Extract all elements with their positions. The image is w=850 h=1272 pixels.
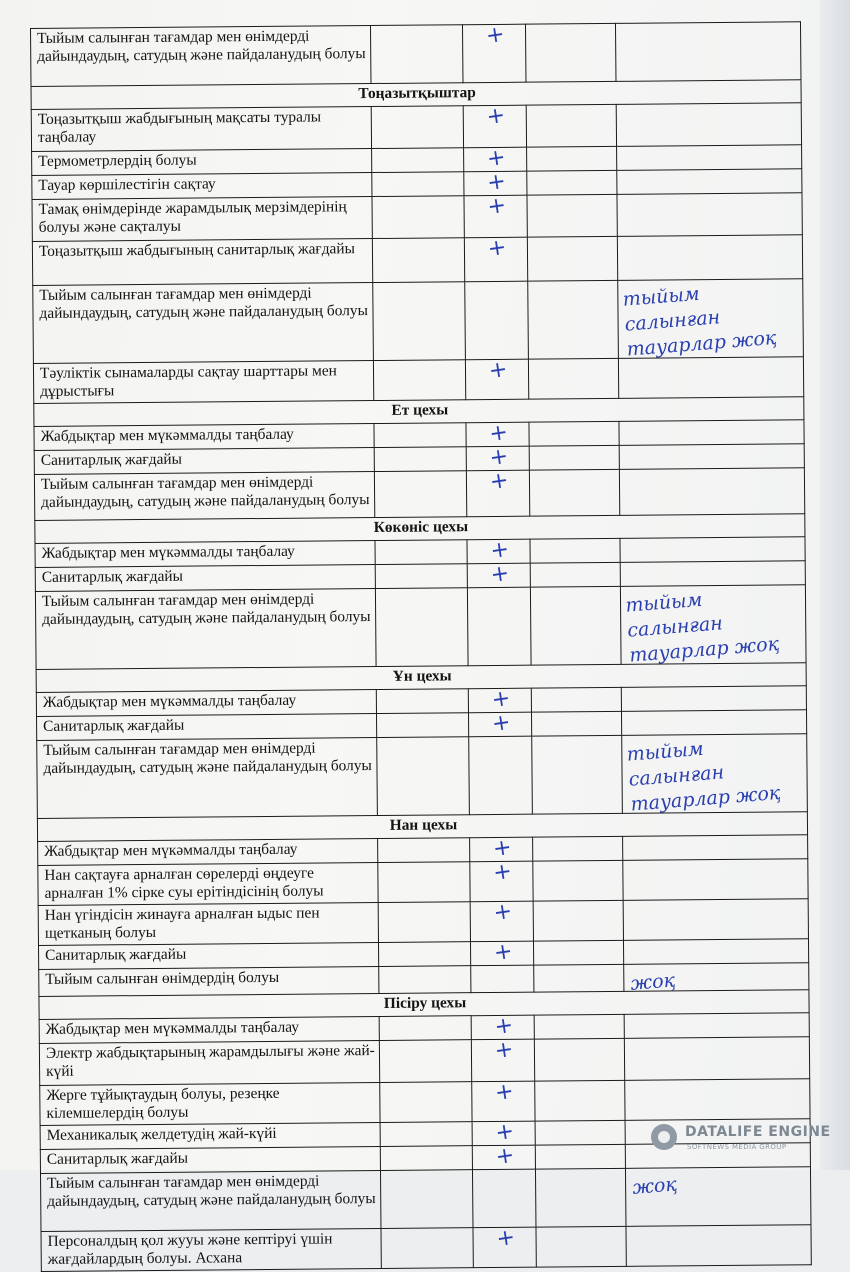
criterion-text: Тыйым салынған тағамдар мен өнімдерді дайындаудың, сатудың және пайдаланудың болуы [40,1170,380,1231]
handwritten-plus-mark: + [488,536,511,565]
criterion-text: Санитарлық жағдайы [39,942,379,969]
compliance-mark-cell [471,1012,534,1041]
handwritten-plus-mark: + [492,1036,515,1065]
checklist-row [39,1037,809,1086]
compliance-mark-cell [462,21,526,83]
compliance-mark-cell [470,834,533,863]
criterion-text: Тыйым салынған тағамдар мен өнімдерді дайындаудың, сатудың және пайдаланудың болуы [37,738,378,819]
handwritten-note-cell [620,585,806,665]
checklist-row [40,1079,810,1126]
section-title: Ұн цехы [36,663,806,693]
blank-cell [535,1168,626,1227]
blank-cell [526,104,616,147]
blank-cell [378,942,470,967]
compliance-mark-cell [472,1078,535,1122]
handwritten-plus-mark: + [491,898,514,927]
blank-cell [529,445,619,470]
criterion-text: Жабдықтар мен мүкәммалды таңбалау [35,541,375,568]
handwritten-plus-mark: + [485,144,508,173]
checklist-row [31,103,801,152]
criterion-text: Санитарлық жағдайы [34,448,374,475]
blank-cell [530,562,620,587]
checklist-row [40,1167,810,1232]
blank-cell [371,106,463,149]
blank-cell [380,1082,472,1123]
inspection-checklist-table [30,21,812,1272]
checklist-row [38,899,808,946]
compliance-mark-cell [467,536,530,565]
section-title: Тоңазытқыштар [31,80,801,110]
blank-cell [531,711,621,736]
blank-cell [527,194,617,237]
handwritten-note-cell [617,145,802,171]
criterion-text: Тоңазытқыш жабдығының санитарлық жағдайы [32,239,372,286]
criterion-text: Тыйым салынған өнімдердің болуы [39,966,379,996]
checklist-row [41,1225,811,1272]
blank-cell [373,282,466,361]
handwritten-note-cell [623,835,808,861]
blank-cell [527,236,617,281]
criterion-text: Жабдықтар мен мүкәммалды таңбалау [38,838,378,865]
handwritten-note-cell [617,235,802,281]
compliance-mark-cell [464,234,527,282]
compliance-mark-cell [472,1169,536,1228]
section-title: Пісіру цехы [39,990,809,1020]
compliance-mark-cell [465,281,529,360]
handwritten-note-cell [624,1037,809,1081]
handwritten-plus-mark: + [485,192,508,221]
blank-cell [378,838,470,863]
blank-cell [380,1146,472,1171]
blank-cell [378,862,470,903]
criterion-text: Тыйым салынған тағамдар мен өнімдерді дайындаудың, сатудың және пайдаланудың болуы [31,26,371,87]
criterion-text: Санитарлық жағдайы [37,714,377,741]
criterion-text: Жерге тұйықтаудың болуы, резеңке кілемшелердің болуы [40,1082,380,1125]
blank-cell [535,1144,625,1169]
compliance-mark-cell [470,858,533,902]
handwritten-plus-mark: + [491,858,514,887]
handwritten-plus-mark: + [484,21,506,50]
handwritten-note-cell [623,899,808,941]
criterion-text: Тауар көршілестігін сақтау [32,173,372,200]
blank-cell [374,447,466,472]
blank-cell [532,735,623,814]
compliance-mark-cell [470,938,533,967]
handwritten-plus-mark: + [487,419,510,448]
checklist-row [38,859,808,906]
handwritten-note: тыйым салынған тауарлар жоқ [625,737,782,816]
criterion-text: Тыйым салынған тағамдар мен өнімдерді дайындаудың, сатудың және пайдаланудың болуы [35,589,376,670]
compliance-mark-cell [464,168,527,197]
criterion-text: Механикалық желдетудің жай-күйі [40,1122,380,1149]
criterion-text: Нан үгіндісін жинауға арналған ыдыс пен щетканың болуы [38,902,378,945]
compliance-mark-cell [466,443,529,472]
compliance-mark-cell [468,685,531,714]
handwritten-plus-mark: + [493,1078,516,1107]
handwritten-note-cell [618,279,804,359]
handwritten-note-cell [617,169,802,195]
compliance-mark-cell [463,102,526,148]
blank-cell [370,25,463,84]
handwritten-plus-mark: + [491,834,514,863]
criterion-text: Санитарлық жағдайы [35,565,375,592]
checklist-row [35,585,806,670]
handwritten-plus-mark: + [485,168,508,197]
compliance-mark-cell [467,587,531,666]
blank-cell [379,966,471,994]
criterion-text: Жабдықтар мен мүкәммалды таңбалау [34,424,374,451]
blank-cell [375,564,467,589]
blank-cell [535,1120,625,1145]
blank-cell [530,586,621,665]
handwritten-plus-mark: + [493,1118,516,1147]
compliance-mark-cell [465,356,528,400]
handwritten-note-cell [619,444,804,470]
compliance-mark-cell [472,1142,535,1171]
handwritten-note-cell [617,193,802,237]
handwritten-note: тыйым салынған тауарлар жоқ [621,282,778,361]
blank-cell [529,421,619,446]
handwritten-note-cell [615,22,800,82]
blank-cell [372,196,464,239]
blank-cell [380,1170,473,1229]
handwritten-plus-mark: + [486,356,509,385]
blank-cell [376,689,468,714]
blank-cell [530,538,620,563]
handwritten-plus-mark: + [490,709,512,738]
compliance-mark-cell [466,467,529,517]
handwritten-note-cell [616,103,801,147]
handwritten-note-cell [619,468,804,516]
criterion-text: Тамақ өнімдерінде жарамдылық мерзімдерінің болуы және сақталуы [32,197,372,242]
blank-cell [372,148,464,173]
blank-cell [531,687,621,712]
checklist-row [34,468,804,521]
blank-cell [527,146,617,171]
compliance-mark-cell [467,560,530,589]
criterion-text: Тоңазытқыш жабдығының мақсаты туралы таңбалау [31,107,371,152]
blank-cell [534,1038,624,1081]
handwritten-note-cell [620,537,805,563]
compliance-mark-cell [473,1224,536,1268]
blank-cell [533,940,623,965]
watermark-subtitle: SOFTNEWS MEDIA GROUP [687,1143,787,1151]
handwritten-note-cell [624,1013,809,1039]
handwritten-plus-mark: + [487,443,510,472]
datalife-engine-watermark [651,1122,831,1156]
handwritten-note: жоқ [629,969,676,995]
handwritten-plus-mark: + [494,1224,517,1253]
handwritten-note-cell [619,420,804,446]
blank-cell [375,588,468,667]
blank-cell [375,540,467,565]
handwritten-note-cell [618,357,803,399]
compliance-mark-cell [468,709,531,738]
blank-cell [533,836,623,861]
handwritten-plus-mark: + [489,685,512,714]
blank-cell [379,1040,471,1083]
compliance-mark-cell [464,144,527,173]
compliance-mark-cell [471,965,534,993]
blank-cell [536,1226,626,1267]
blank-cell [535,1080,625,1121]
blank-cell [528,280,619,359]
criterion-text: Жабдықтар мен мүкәммалды таңбалау [36,690,376,717]
compliance-mark-cell [472,1118,535,1147]
blank-cell [372,238,464,283]
section-title: Нан цехы [37,812,807,842]
handwritten-plus-mark: + [488,560,511,589]
checklist-row [37,734,808,819]
blank-cell [374,423,466,448]
section-title: Көкөніс цехы [35,514,805,544]
handwritten-note-cell [622,734,808,814]
compliance-mark-cell [464,192,527,238]
criterion-text: Нан сақтауға арналған сөрелерді өңдеуге арналған 1% сірке суы ерітіндісінің болуы [38,862,378,905]
blank-cell [534,1014,624,1039]
handwritten-note-cell [626,1225,811,1267]
compliance-mark-cell [471,1036,534,1082]
blank-cell [525,23,616,82]
compliance-mark-cell [469,736,533,815]
checklist-row [33,279,804,364]
blank-cell [534,964,624,992]
criterion-text: Тыйым салынған тағамдар мен өнімдерді дайындаудың, сатудың және пайдаланудың болуы [33,283,374,364]
handwritten-note-cell [625,1167,810,1227]
criterion-text: Жабдықтар мен мүкәммалды таңбалау [39,1016,379,1043]
criterion-text: Электр жабдықтарының жарамдылығы және жай-күйі [39,1040,379,1085]
checklist-row [32,235,802,286]
section-title: Ет цехы [34,397,804,427]
handwritten-plus-mark: + [492,1012,515,1041]
blank-cell [529,469,619,516]
handwritten-note-cell [623,859,808,901]
compliance-mark-cell [470,898,533,942]
handwritten-note-cell [624,963,809,995]
compliance-mark-cell [466,419,529,448]
criterion-text: Санитарлық жағдайы [40,1146,380,1173]
blank-cell [527,170,617,195]
checklist-row [33,357,803,404]
blank-cell [533,900,623,941]
blank-cell [377,737,470,816]
blank-cell [376,713,468,738]
handwritten-plus-mark: + [493,1142,516,1171]
handwritten-note-cell [621,686,806,712]
checklist-row [31,22,801,87]
blank-cell [528,358,618,399]
criterion-text: Термометрлердің болуы [32,149,372,176]
blank-cell [380,1122,472,1147]
handwritten-plus-mark: + [484,102,507,131]
blank-cell [533,860,623,901]
datalife-logo-icon [651,1124,677,1150]
handwritten-note: жоқ [631,1173,678,1199]
blank-cell [373,360,465,401]
blank-cell [381,1228,473,1269]
handwritten-note-cell [625,1079,810,1121]
criterion-text: Тәуліктік сынамаларды сақтау шарттары мен дұрыстығы [33,361,373,404]
blank-cell [372,172,464,197]
watermark-title: DATALIFE ENGINE [685,1124,831,1140]
criterion-text: Тыйым салынған тағамдар мен өнімдерді дайындаудың, сатудың және пайдаланудың болуы [34,472,374,521]
criterion-text: Персоналдың қол жууы және кептіруі үшін жағдайлардың болуы. Асхана [41,1228,381,1271]
checklist-row [32,193,802,242]
scan-edge [820,0,850,1170]
blank-cell [374,471,466,518]
handwritten-plus-mark: + [492,938,514,967]
handwritten-plus-mark: + [487,467,510,496]
blank-cell [379,1016,471,1041]
handwritten-plus-mark: + [485,234,508,263]
blank-cell [378,902,470,943]
handwritten-note: тыйым салынған тауарлар жоқ [624,588,780,667]
